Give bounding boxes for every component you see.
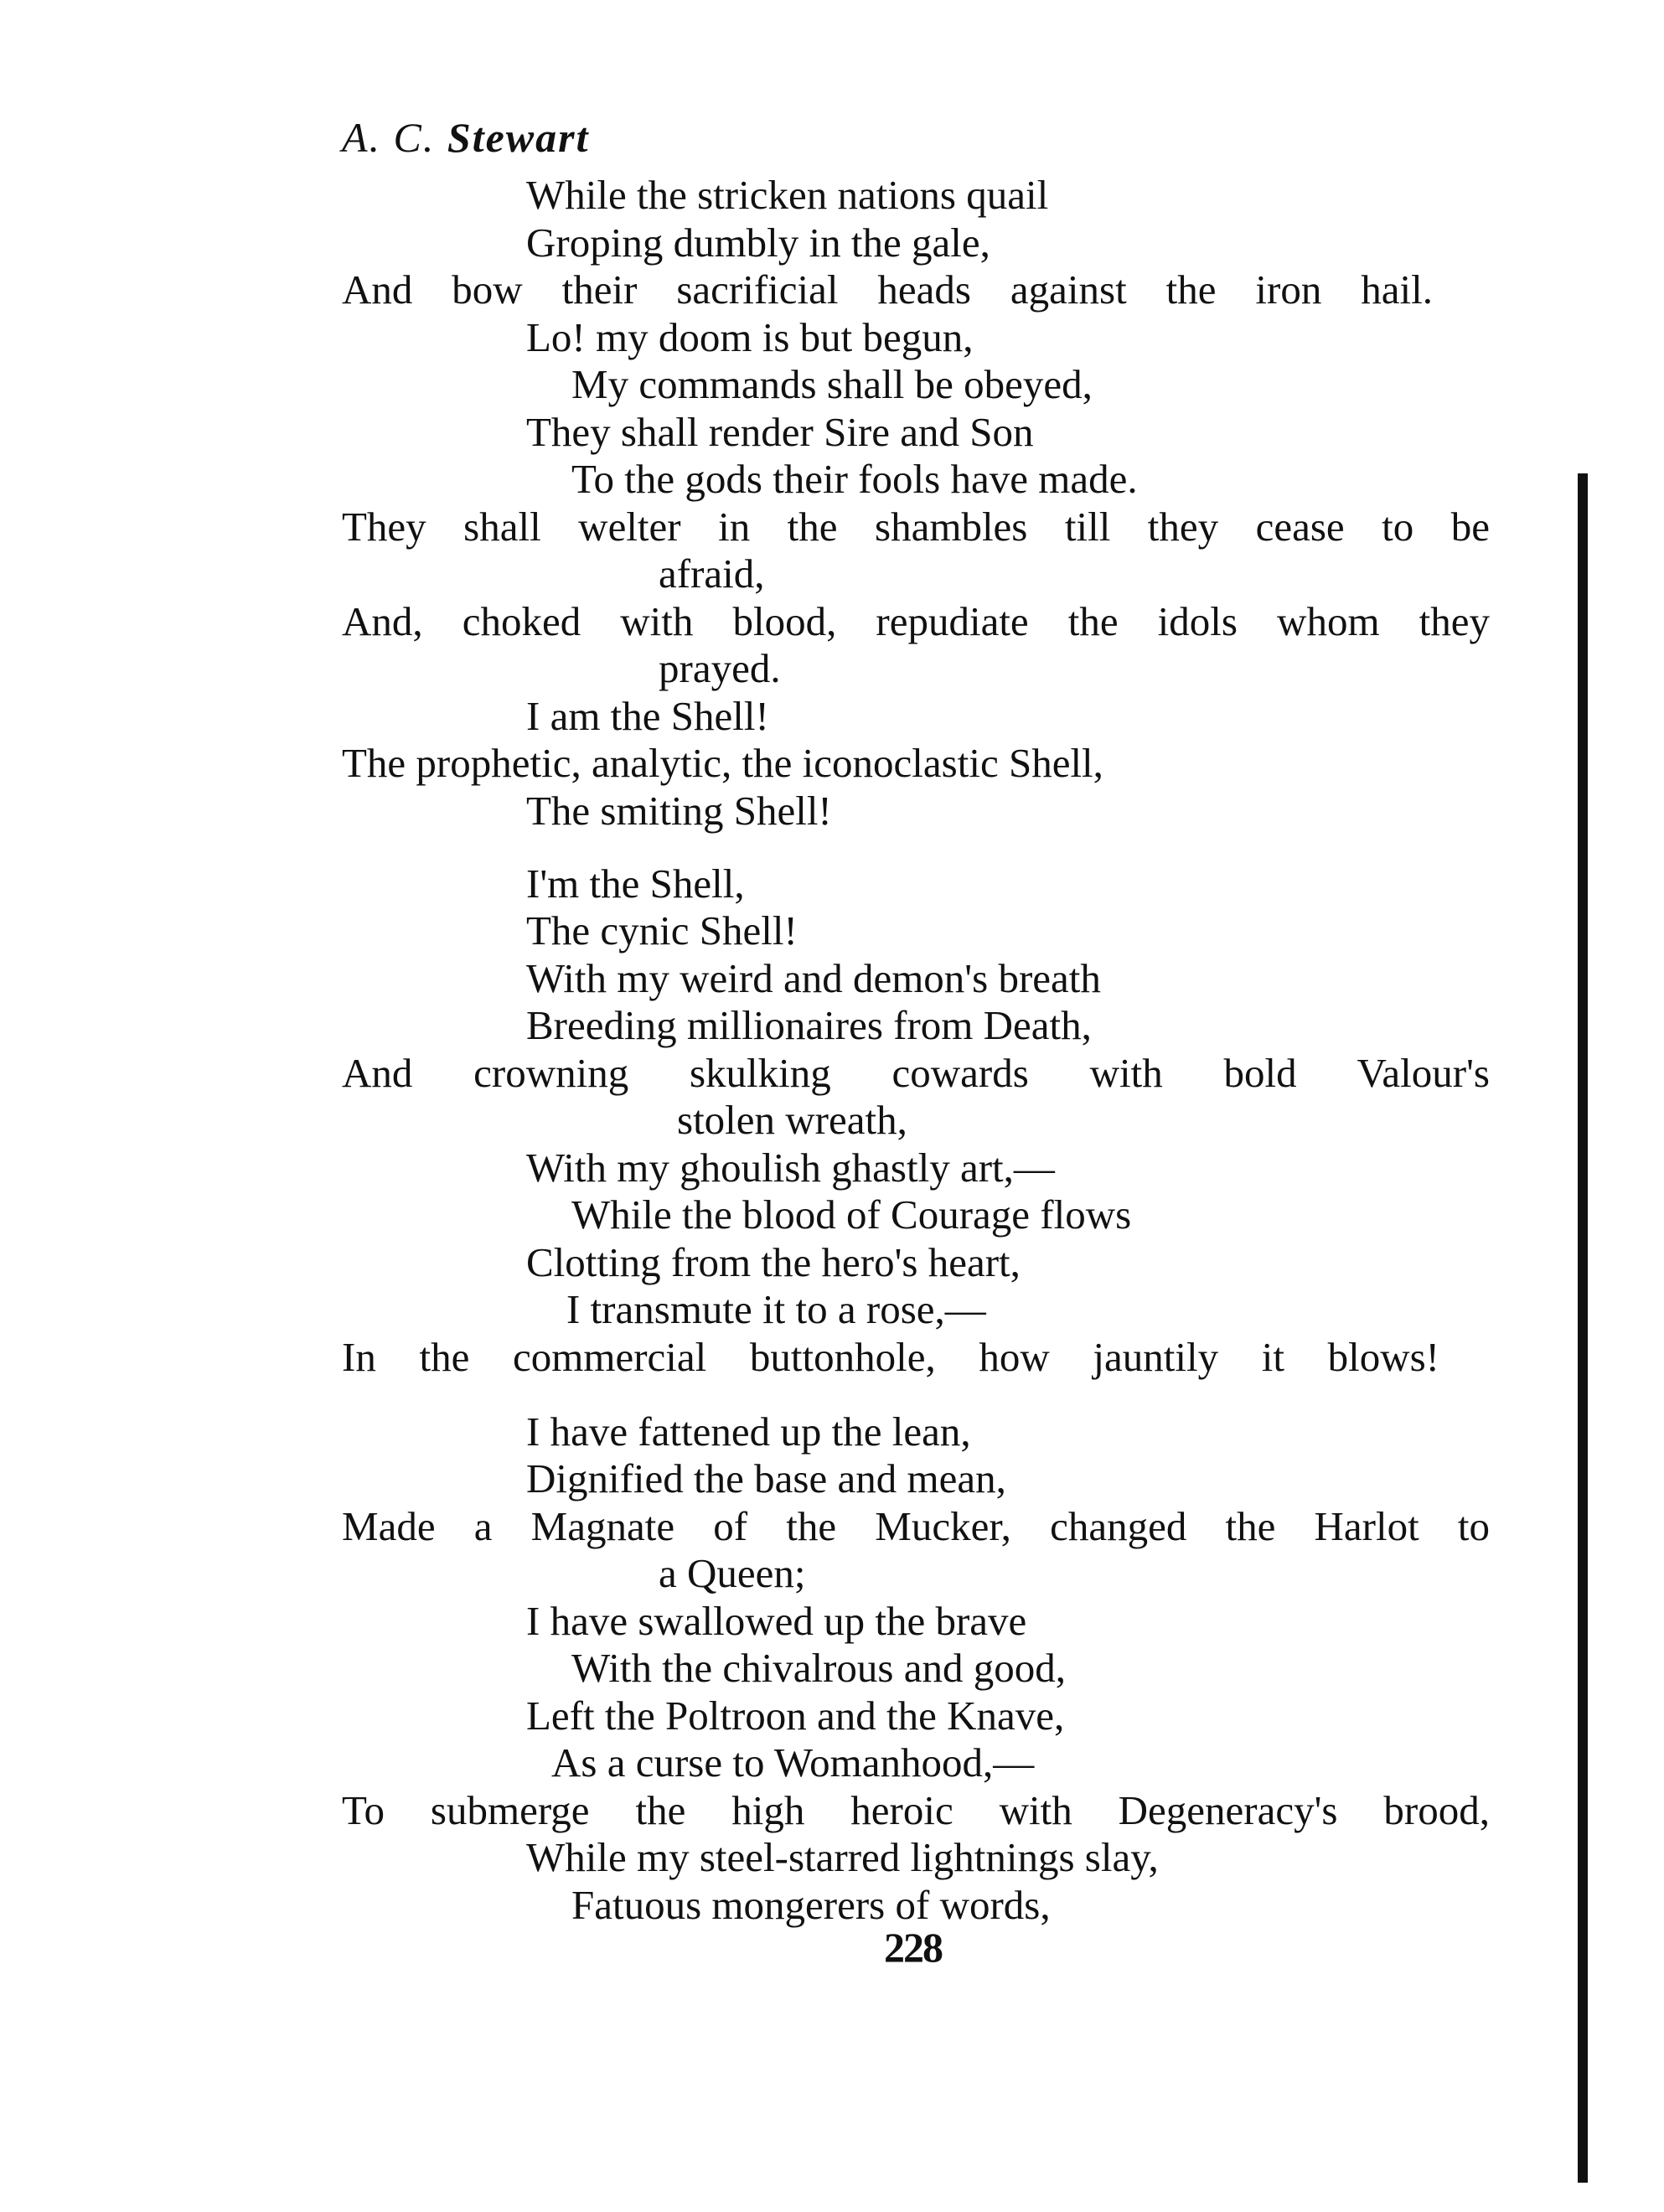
poem-line: Made a Magnate of the Mucker, changed the Harlot to	[342, 1503, 1490, 1549]
poem-line: I transmute it to a rose,—	[566, 1286, 986, 1332]
poem-line: While the blood of Courage flows	[571, 1191, 1132, 1238]
poem-line: To submerge the high heroic with Degeneracy's brood,	[342, 1787, 1490, 1833]
poem-line: With my weird and demon's breath	[526, 955, 1101, 1001]
poem-line: While the stricken nations quail	[526, 172, 1049, 218]
poem-line: The smiting Shell!	[526, 788, 832, 834]
poem-line: I am the Shell!	[526, 693, 769, 739]
poem-line: Clotting from the hero's heart,	[526, 1239, 1021, 1285]
poem-line: Breeding millionaires from Death,	[526, 1002, 1092, 1048]
poem-line: I have swallowed up the brave	[526, 1598, 1027, 1644]
poem-line: I'm the Shell,	[526, 861, 745, 907]
author-surname: Stewart	[447, 114, 590, 161]
poem-line: Dignified the base and mean,	[526, 1455, 1006, 1501]
poem-line: In the commercial buttonhole, how jauntily it blows!	[342, 1334, 1439, 1380]
poem-line: Left the Poltroon and the Knave,	[526, 1693, 1065, 1739]
poem-line: The cynic Shell!	[526, 907, 798, 954]
poem-line: a Queen;	[659, 1550, 806, 1596]
author-initials: A. C.	[342, 114, 436, 161]
poem-line: They shall render Sire and Son	[526, 409, 1034, 455]
poem-line: Lo! my doom is but begun,	[526, 314, 974, 360]
running-head	[342, 113, 590, 162]
poem-line: afraid,	[659, 550, 765, 597]
poem-line: And bow their sacrificial heads against the iron hail.	[342, 266, 1433, 313]
poem-line: And, choked with blood, repudiate the idols whom they	[342, 598, 1490, 644]
poem-line: They shall welter in the shambles till they cease to be	[342, 504, 1490, 550]
poem-line: As a curse to Womanhood,—	[551, 1739, 1035, 1786]
poem-line: And crowning skulking cowards with bold Valour's	[342, 1050, 1490, 1096]
page-number: 228	[884, 1924, 942, 1971]
page-edge-shadow	[1578, 473, 1588, 2183]
poem-line: The prophetic, analytic, the iconoclastic Shell,	[342, 740, 1103, 786]
poem-line: With the chivalrous and good,	[571, 1645, 1066, 1691]
poem-line: With my ghoulish ghastly art,—	[526, 1145, 1055, 1191]
poem-line: Groping dumbly in the gale,	[526, 220, 990, 266]
poem-line: prayed.	[659, 645, 781, 691]
poem-line: stolen wreath,	[677, 1097, 907, 1143]
poem-line: Fatuous mongerers of words,	[571, 1882, 1051, 1928]
poem-line: My commands shall be obeyed,	[571, 361, 1093, 407]
poem-line: To the gods their fools have made.	[571, 456, 1138, 502]
poem-line: I have fattened up the lean,	[526, 1408, 971, 1455]
poem-line: While my steel-starred lightnings slay,	[526, 1834, 1159, 1880]
